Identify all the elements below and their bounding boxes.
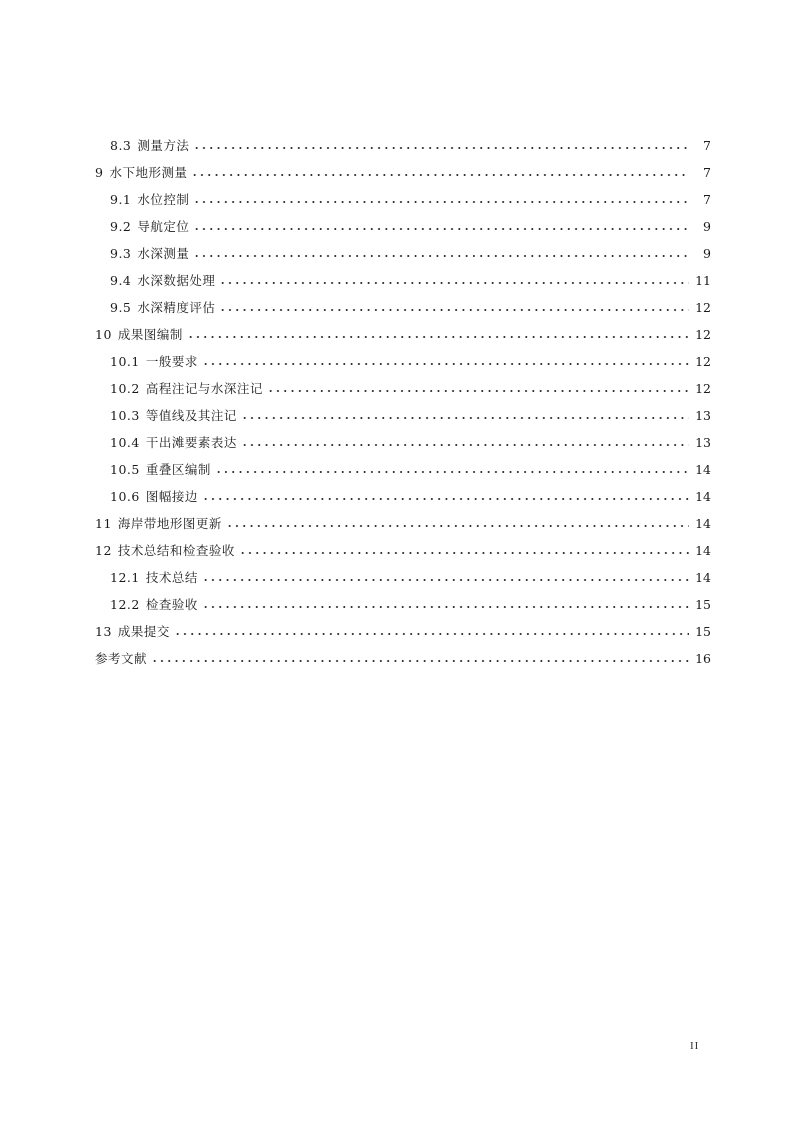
toc-entry-title: 水深测量 [137, 246, 190, 261]
dot-leader [193, 190, 689, 204]
toc-entry-title: 技术总结 [145, 570, 198, 585]
toc-entry-page-number: 7 [703, 165, 711, 180]
dot-leader [219, 271, 689, 285]
toc-entry[interactable] [95, 243, 711, 270]
toc-entry-number: 9 [95, 165, 104, 180]
toc-entry-page-number: 11 [695, 273, 711, 288]
toc-entry[interactable] [95, 486, 711, 513]
toc-entry[interactable] [95, 297, 711, 324]
dot-leader [191, 163, 689, 177]
toc-entry-title: 导航定位 [137, 219, 190, 234]
toc-entry[interactable] [95, 162, 711, 189]
toc-entry-title: 一般要求 [145, 354, 198, 369]
toc-entry[interactable] [95, 459, 711, 486]
toc-entry-page-number: 13 [695, 435, 711, 450]
toc-entry-number: 10.1 [110, 354, 140, 369]
dot-leader [226, 514, 689, 528]
toc-entry-page-number: 9 [703, 219, 711, 234]
toc-entry-page-number: 15 [695, 597, 711, 612]
toc-entry-title: 测量方法 [137, 138, 190, 153]
page-number-footer: II [690, 1040, 700, 1052]
toc-entry-title: 图幅接边 [145, 489, 198, 504]
dot-leader [202, 352, 689, 366]
toc-entry[interactable] [95, 270, 711, 297]
dot-leader [267, 379, 689, 393]
toc-entry-number: 10.3 [110, 408, 140, 423]
dot-leader [241, 433, 689, 447]
toc-entry-number: 9.4 [110, 273, 132, 288]
toc-entry[interactable] [95, 621, 711, 648]
dot-leader [215, 460, 689, 474]
toc-entry[interactable] [95, 378, 711, 405]
toc-entry-number: 8.3 [110, 138, 132, 153]
dot-leader [187, 325, 689, 339]
toc-entry-title: 水深数据处理 [137, 273, 216, 288]
toc-entry-page-number: 12 [695, 354, 711, 369]
toc-entry[interactable] [95, 513, 711, 540]
toc-entry-title: 水位控制 [137, 192, 190, 207]
toc-entry-page-number: 12 [695, 300, 711, 315]
toc-entry[interactable] [95, 135, 711, 162]
toc-entry-page-number: 14 [695, 489, 711, 504]
toc-entry[interactable] [95, 189, 711, 216]
dot-leader [193, 217, 689, 231]
toc-entry[interactable] [95, 648, 711, 675]
toc-entry-page-number: 13 [695, 408, 711, 423]
dot-leader [174, 622, 689, 636]
toc-entry-number: 9.5 [110, 300, 132, 315]
toc-entry-number: 9.2 [110, 219, 132, 234]
toc-entry-number: 12.1 [110, 570, 140, 585]
toc-entry-number: 12 [95, 543, 112, 558]
toc-entry-page-number: 16 [695, 651, 711, 666]
toc-entry-page-number: 14 [695, 543, 711, 558]
toc-entry-number: 10.4 [110, 435, 140, 450]
toc-entry-page-number: 14 [695, 462, 711, 477]
dot-leader [151, 649, 689, 663]
toc-entry[interactable] [95, 594, 711, 621]
toc-entry-number: 12.2 [110, 597, 140, 612]
toc-entry-page-number: 14 [695, 516, 711, 531]
toc-entry[interactable] [95, 216, 711, 243]
dot-leader [202, 487, 689, 501]
toc-entry-title: 干出滩要素表达 [145, 435, 237, 450]
toc-entry[interactable] [95, 351, 711, 378]
dot-leader [239, 541, 689, 555]
dot-leader [202, 568, 689, 582]
toc-entry-title: 水下地形测量 [109, 165, 188, 180]
dot-leader [241, 406, 689, 420]
toc-entry[interactable] [95, 432, 711, 459]
toc-entry-title: 水深精度评估 [137, 300, 216, 315]
toc-entry-number: 10.6 [110, 489, 140, 504]
dot-leader [193, 136, 689, 150]
toc-entry-title: 检查验收 [145, 597, 198, 612]
toc-entry-title: 重叠区编制 [145, 462, 211, 477]
toc-entry-page-number: 14 [695, 570, 711, 585]
dot-leader [202, 595, 689, 609]
dot-leader [219, 298, 689, 312]
toc-entry-number: 9.3 [110, 246, 132, 261]
toc-entry[interactable] [95, 540, 711, 567]
toc-entry-title: 参考文献 [95, 651, 148, 666]
toc-entry-number: 9.1 [110, 192, 132, 207]
dot-leader [193, 244, 689, 258]
toc-entry-title: 技术总结和检查验收 [117, 543, 235, 558]
toc-entry-title: 等值线及其注记 [145, 408, 237, 423]
toc-entry-title: 成果提交 [117, 624, 170, 639]
toc-entry-number: 11 [95, 516, 112, 531]
toc-entry-page-number: 7 [703, 138, 711, 153]
toc-entry-number: 10 [95, 327, 112, 342]
toc-entry-number: 13 [95, 624, 112, 639]
toc-entry-page-number: 12 [695, 327, 711, 342]
toc-entry-title: 高程注记与水深注记 [145, 381, 263, 396]
toc-entry-number: 10.5 [110, 462, 140, 477]
toc-entry[interactable] [95, 324, 711, 351]
toc-entry-page-number: 9 [703, 246, 711, 261]
table-of-contents [95, 135, 711, 675]
toc-entry-page-number: 15 [695, 624, 711, 639]
toc-entry-page-number: 7 [703, 192, 711, 207]
toc-entry-page-number: 12 [695, 381, 711, 396]
toc-entry-number: 10.2 [110, 381, 140, 396]
toc-entry-title: 成果图编制 [117, 327, 183, 342]
toc-entry[interactable] [95, 567, 711, 594]
toc-entry-title: 海岸带地形图更新 [117, 516, 222, 531]
toc-entry[interactable] [95, 405, 711, 432]
